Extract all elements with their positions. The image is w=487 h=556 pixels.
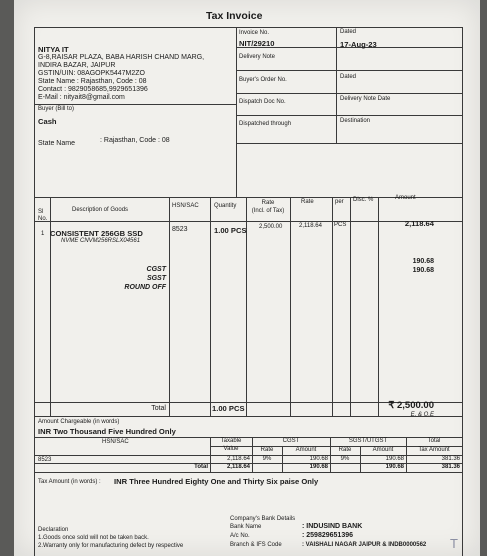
- tax-words-value: INR Three Hundred Eighty One and Thirty Six paise Only: [114, 477, 319, 486]
- col-per-header: per: [335, 199, 344, 205]
- destination-label: Destination: [340, 118, 371, 124]
- col-rate-header: Rate: [301, 199, 314, 205]
- bank-acc-label: A/c No.: [230, 533, 250, 539]
- meta-line-4: [236, 115, 462, 116]
- hsn-total-tax: 381.36: [441, 464, 460, 470]
- hsn-total-header: Total: [427, 438, 441, 444]
- seller-contact: Contact : 9829058685,9929651396: [38, 86, 148, 93]
- item-subtext: NVME CNVM256RSLX04561: [61, 238, 141, 244]
- hsn-row-taxable: 2,118.64: [227, 456, 250, 462]
- meta-divider: [336, 27, 337, 143]
- dated-label: Dated: [340, 29, 357, 35]
- frame-left: [34, 27, 35, 556]
- hsn-total-sgst: 190.68: [385, 464, 404, 470]
- seller-address-line: INDIRA BAZAR, JAIPUR: [38, 62, 116, 69]
- invoice-sheet: [14, 0, 480, 556]
- tax-row-label: SGST: [146, 275, 166, 282]
- dated2-label: Dated: [340, 74, 357, 80]
- hsn-total-taxable: 2,118.64: [226, 464, 250, 470]
- hsn-cgst-rate-header: Rate: [260, 447, 274, 453]
- hsn-row-sgst-amount: 190.68: [385, 456, 404, 462]
- item-sl: 1: [41, 231, 45, 237]
- tax-words-label: Tax Amount (in words) :: [38, 479, 101, 485]
- hsn-sgst-header: SGST/UTGST: [348, 438, 388, 444]
- hsn-row-cgst-amount: 190.68: [309, 456, 328, 462]
- hsn-total-cgst: 190.68: [309, 464, 328, 470]
- col-rateincl-sub: (Incl. of Tax): [251, 208, 285, 214]
- bank-ifs-value: : VAISHALI NAGAR JAIPUR & INDB0000562: [302, 542, 427, 548]
- invoice-no-label: Invoice No.: [239, 30, 270, 36]
- handwritten-mark: T: [450, 536, 458, 551]
- eoe-note: E. & O.E: [410, 412, 434, 418]
- item-rate: 2,118.64: [299, 223, 322, 229]
- hsn-cgst-header: CGST: [282, 438, 300, 444]
- header-divider: [236, 27, 237, 197]
- bank-heading: Company's Bank Details: [230, 516, 296, 522]
- col-qty-header: Quantity: [214, 203, 237, 209]
- item-quantity: 1.00 PCS: [214, 226, 247, 235]
- frame-right: [462, 27, 463, 556]
- hsn-sgst-rate-header: Rate: [338, 447, 352, 453]
- invoice-title: Tax Invoice: [206, 10, 263, 22]
- buyer-state-label: State Name: [38, 140, 75, 147]
- item-rate-incl: 2,500.00: [259, 224, 283, 230]
- item-per: PCS: [334, 222, 347, 228]
- col-disc-header: Disc. %: [353, 197, 374, 203]
- hsn-value-header: Value: [223, 446, 239, 452]
- col-sl-header: Sl: [38, 209, 44, 215]
- tax-row-label: CGST: [146, 266, 166, 273]
- col-amount-header: Amount: [395, 195, 416, 201]
- meta-line-3: [236, 93, 462, 94]
- total-amount: ₹ 2,500.00: [388, 400, 434, 411]
- col-hsn-header: HSN/SAC: [172, 203, 199, 209]
- tax-row-amount: 190.68: [412, 258, 434, 265]
- hsn-table-bottom: [34, 472, 462, 473]
- dispatch-doc-label: Dispatch Doc No.: [239, 99, 286, 105]
- hsn-cgst-amount-header: Amount: [295, 447, 317, 453]
- total-label: Total: [151, 405, 166, 412]
- hsn-header: HSN/SAC: [102, 439, 129, 445]
- hsn-total-label: Total: [194, 464, 208, 470]
- delivery-note-date-label: Delivery Note Date: [340, 96, 391, 102]
- hsn-taxable-header: Taxable: [220, 438, 242, 444]
- invoice-no: NIT/29210: [239, 39, 275, 48]
- buyer-name: Cash: [38, 117, 57, 126]
- col-disc-divider: [378, 197, 379, 417]
- invoice-date: 17-Aug-23: [340, 40, 377, 49]
- tax-row-label: ROUND OFF: [124, 284, 166, 291]
- hsn-row-total: 381.36: [441, 456, 460, 462]
- hsn-sgst-amount-header: Amount: [372, 447, 394, 453]
- total-quantity: 1.00 PCS: [212, 404, 245, 413]
- seller-buyer-divider: [34, 104, 236, 105]
- delivery-note-label: Delivery Note: [239, 54, 276, 60]
- seller-state: State Name : Rajasthan, Code : 08: [38, 78, 147, 85]
- col-per-divider: [350, 197, 351, 417]
- buyer-state-value: : Rajasthan, Code : 08: [100, 137, 170, 144]
- col-rate-divider: [332, 197, 333, 417]
- bank-name-label: Bank Name: [230, 524, 262, 530]
- tax-row-amount: 190.68: [412, 267, 434, 274]
- hsn-row-cgst-rate: 9%: [262, 456, 272, 462]
- dispatched-through-label: Dispatched through: [239, 121, 292, 127]
- col-no-header: No.: [38, 216, 48, 222]
- declaration-heading: Declaration: [38, 527, 69, 533]
- item-amount: 2,118.64: [404, 219, 434, 228]
- bank-acc-value: : 259829651396: [302, 532, 353, 539]
- hsn-row-code: 8523: [38, 457, 52, 463]
- col-hsn-divider: [210, 197, 211, 417]
- item-hsn: 8523: [172, 226, 188, 233]
- declaration-line: 2.Warranty only for manufacturing defect by respective: [38, 543, 184, 549]
- meta-line-5: [236, 143, 462, 144]
- seller-name: NITYA IT: [38, 45, 69, 54]
- seller-email: E-Mail : nityait8@gmail.com: [38, 94, 125, 101]
- bank-ifs-label: Branch & IFS Code: [230, 542, 282, 548]
- bank-name-value: : INDUSIND BANK: [302, 523, 363, 530]
- col-rateincl-divider: [290, 197, 291, 417]
- frame-top: [34, 27, 462, 28]
- col-rateincl-header: Rate: [261, 200, 275, 206]
- declaration-line: 1.Goods once sold will not be taken back.: [38, 535, 149, 541]
- item-description: CONSISTENT 256GB SSD: [50, 229, 143, 238]
- buyer-label: Buyer (Bill to): [38, 106, 75, 112]
- buyers-order-label: Buyer's Order No.: [239, 77, 287, 83]
- col-desc-divider: [169, 197, 170, 417]
- amount-words-value: INR Two Thousand Five Hundred Only: [38, 427, 176, 436]
- col-desc-header: Description of Goods: [72, 207, 129, 213]
- hsn-row-sgst-rate: 9%: [340, 456, 350, 462]
- seller-address-line: G-8,RAISAR PLAZA, BABA HARISH CHAND MARG,: [38, 54, 205, 61]
- hsn-tax-amount-header: Tax Amount: [418, 447, 450, 453]
- amount-words-label: Amount Chargeable (in words): [38, 419, 120, 425]
- meta-line-2: [236, 70, 462, 71]
- seller-gstin: GSTIN/UIN: 08AGOPK5447M2ZO: [38, 70, 145, 77]
